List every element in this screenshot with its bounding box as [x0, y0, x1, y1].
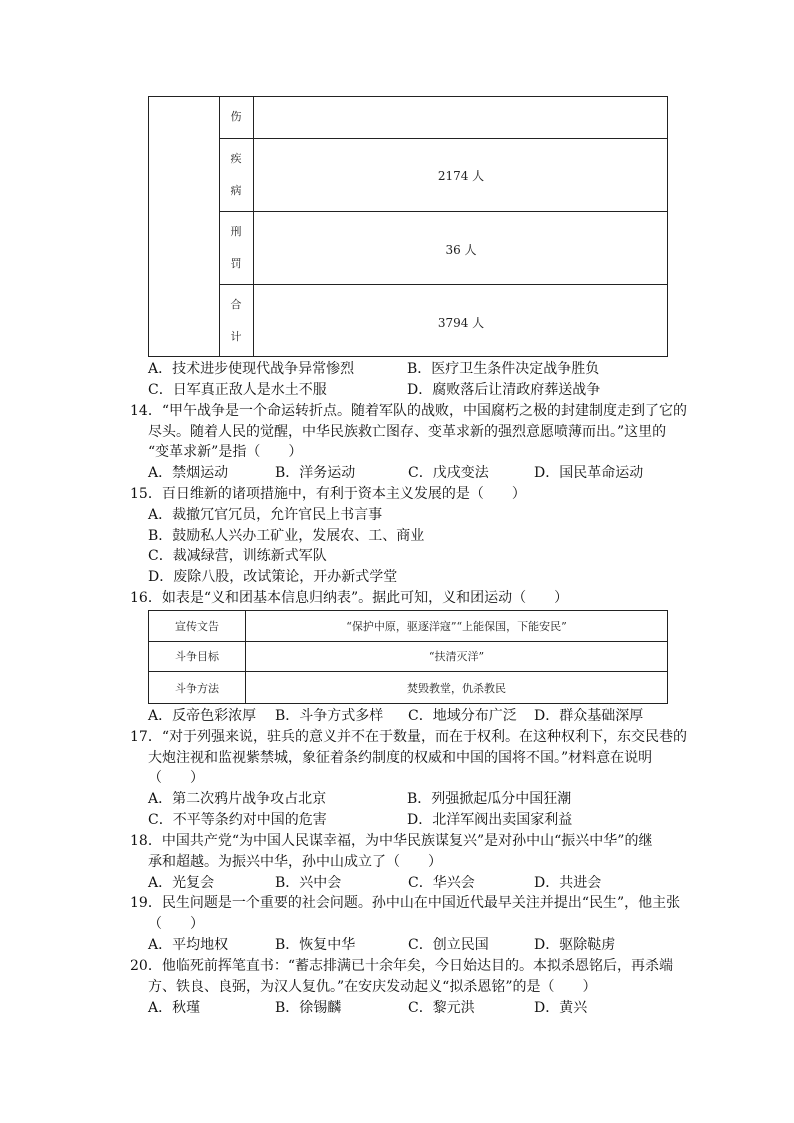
casualty-table: [148, 96, 668, 357]
option-a: A．反帝色彩浓厚: [148, 708, 257, 724]
option-c: C．创立民国: [408, 937, 489, 953]
option-b: B．兴中会: [275, 875, 342, 891]
row-label-char: 刑: [230, 225, 242, 238]
row-label-char: 病: [230, 184, 242, 197]
table-divider: [219, 138, 667, 139]
question-18-stem: 承和超越。为振兴中华，孙中山成立了（ ）: [148, 854, 442, 870]
question-20-stem: 方、铁良、良弼，为汉人复仇。”在安庆发动起义“拟杀恩铭”的是（ ）: [148, 979, 597, 995]
question-19-stem: （ ）: [148, 916, 204, 932]
option-d: D．废除八股，改试策论，开办新式学堂: [148, 569, 398, 585]
question-18-stem: 18．中国共产党“为中国人民谋幸福，为中华民族谋复兴”是对孙中山“振兴中华”的继: [130, 833, 653, 849]
option-a: A．平均地权: [148, 937, 229, 953]
option-a: A．秋瑾: [148, 1000, 201, 1016]
option-d: D．黄兴: [534, 1000, 588, 1016]
row-label-char: 罚: [230, 257, 242, 270]
table-key: 斗争方法: [175, 682, 219, 695]
option-c: C．华兴会: [408, 875, 475, 891]
question-17-stem: （ ）: [148, 770, 204, 786]
option-a: A．第二次鸦片战争攻占北京: [148, 791, 327, 807]
option-a: A．禁烟运动: [148, 465, 229, 481]
question-20-stem: 20．他临死前挥笔直书：“蓄志排满已十余年矣，今日始达目的。本拟杀恩铭后，再杀端: [130, 958, 673, 974]
option-a: A．技术进步使现代战争异常惨烈: [148, 361, 355, 377]
row-label-char: 疾: [230, 152, 242, 165]
question-19-stem: 19．民生问题是一个重要的社会问题。孙中山在中国近代最早关注并提出“民生”，他主张: [130, 895, 681, 911]
question-17-stem: 大炮注视和监视紫禁城，象征着条约制度的权威和中国的国将不国。”材料意在说明: [148, 750, 653, 766]
option-d: D．群众基础深厚: [534, 708, 644, 724]
option-c: C．戊戌变法: [408, 465, 489, 481]
table-divider: [219, 211, 667, 212]
option-c: C．地域分布广泛: [408, 708, 517, 724]
option-b: B．恢复中华: [275, 937, 356, 953]
table-divider: [149, 671, 667, 672]
option-c: C．不平等条约对中国的危害: [148, 812, 327, 828]
option-b: B．医疗卫生条件决定战争胜负: [407, 361, 600, 377]
table-divider: [219, 284, 667, 285]
question-17-stem: 17．“对于列强来说，驻兵的意义并不在于数量，而在于权利。在这种权利下，东交民巷的: [130, 729, 687, 745]
option-a: A．光复会: [148, 875, 215, 891]
row-label-char: 计: [230, 330, 242, 343]
question-14-stem: 尽头。随着人民的觉醒，中华民族救亡图存、变革求新的强烈意愿喷薄而出。”这里的: [148, 424, 667, 440]
option-c: C．裁减绿营，训练新式军队: [148, 548, 327, 564]
row-value: 36 人: [445, 243, 477, 257]
option-b: B．列强掀起瓜分中国狂潮: [407, 791, 572, 807]
table-key: 斗争目标: [175, 650, 219, 663]
option-b: B．洋务运动: [275, 465, 356, 481]
row-value: 3794 人: [437, 316, 485, 330]
table-key: 宣传文告: [175, 620, 219, 633]
option-b: B．鼓励私人兴办工矿业，发展农、工、商业: [148, 528, 425, 544]
option-b: B．徐锡麟: [275, 1000, 342, 1016]
row-value: 2174 人: [437, 169, 485, 183]
option-d: D．共进会: [534, 875, 602, 891]
row-label-char: 伤: [230, 110, 242, 123]
option-b: B．斗争方式多样: [275, 708, 384, 724]
option-c: C．日军真正敌人是水土不服: [148, 382, 327, 398]
question-14-stem: “变革求新”是指（ ）: [148, 444, 303, 460]
table-divider: [149, 641, 667, 642]
option-d: D．腐败落后让清政府葬送战争: [407, 382, 601, 398]
table-value: “扶清灭洋”: [428, 650, 485, 663]
table-value: 焚毁教堂，仇杀教民: [407, 682, 506, 695]
question-16-stem: 16．如表是“义和团基本信息归纳表”。据此可知，义和团运动（ ）: [130, 590, 569, 606]
option-a: A．裁撤冗官冗员，允许官民上书言事: [148, 507, 383, 523]
option-c: C．黎元洪: [408, 1000, 475, 1016]
boxer-info-table: [148, 610, 668, 704]
question-15-stem: 15．百日维新的诸项措施中，有利于资本主义发展的是（ ）: [130, 486, 526, 502]
option-d: D．驱除鞑虏: [534, 937, 616, 953]
option-d: D．国民革命运动: [534, 465, 644, 481]
option-d: D．北洋军阀出卖国家利益: [407, 812, 573, 828]
question-14-stem: 14．“甲午战争是一个命运转折点。随着军队的战败，中国腐朽之极的封建制度走到了它的: [130, 403, 687, 419]
table-value: “保护中原，驱逐洋寇”“上能保国，下能安民”: [346, 620, 567, 633]
row-label-char: 合: [230, 298, 242, 311]
